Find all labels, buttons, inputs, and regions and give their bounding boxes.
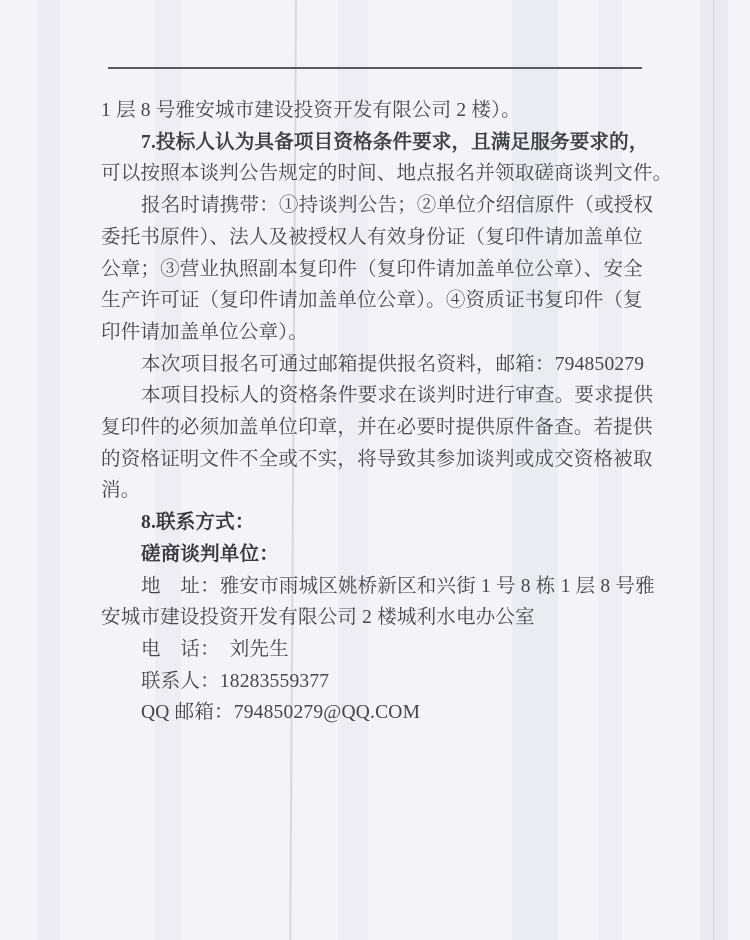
header-divider-line <box>108 67 642 69</box>
text-line-item-7: 7.投标人认为具备项目资格条件要求，且满足服务要求的， <box>141 131 649 153</box>
text-line: 的资格证明文件不全或不实，将导致其参加谈判或成交资格被取 <box>101 448 653 470</box>
text-line-qq-email: QQ 邮箱：794850279@QQ.COM <box>141 702 421 724</box>
heading-contact-info: 8.联系方式： <box>141 512 255 534</box>
text-line-contact-person: 联系人：18283559377 <box>141 670 330 692</box>
heading-negotiation-unit: 磋商谈判单位： <box>141 543 279 565</box>
text-line-phone: 电 话： 刘先生 <box>141 638 289 660</box>
document-body <box>101 95 673 729</box>
text-line-address-cont: 安城市建设投资开发有限公司 2 楼城利水电办公室 <box>101 607 535 629</box>
text-line: 1 层 8 号雅安城市建设投资开发有限公司 2 楼）。 <box>101 100 521 121</box>
text-line: 本项目投标人的资格条件要求在谈判时进行审查。要求提供 <box>141 385 654 407</box>
text-line: 复印件的必须加盖单位印章，并在必要时提供原件备查。若提供 <box>101 417 653 439</box>
scan-edge-line <box>713 0 714 940</box>
text-line: 印件请加盖单位公章）。 <box>101 321 308 343</box>
text-line: 消。 <box>101 480 141 502</box>
text-line: 可以按照本谈判公告规定的时间、地点报名并领取磋商谈判文件。 <box>101 163 673 185</box>
text-line: 报名时请携带：①持谈判公告；②单位介绍信原件（或授权 <box>141 195 654 217</box>
scan-streak <box>700 0 728 940</box>
text-line: 生产许可证（复印件请加盖单位公章）。④资质证书复印件（复 <box>101 290 643 312</box>
text-line: 公章；③营业执照副本复印件（复印件请加盖单位公章）、安全 <box>101 258 643 280</box>
scan-streak <box>38 0 60 940</box>
text-line-address: 地 址：雅安市雨城区姚桥新区和兴街 1 号 8 栋 1 层 8 号雅 <box>141 575 655 597</box>
text-line-email-signup: 本次项目报名可通过邮箱提供报名资料，邮箱：794850279 <box>141 353 645 375</box>
text-line: 委托书原件）、法人及被授权人有效身份证（复印件请加盖单位 <box>101 226 643 248</box>
